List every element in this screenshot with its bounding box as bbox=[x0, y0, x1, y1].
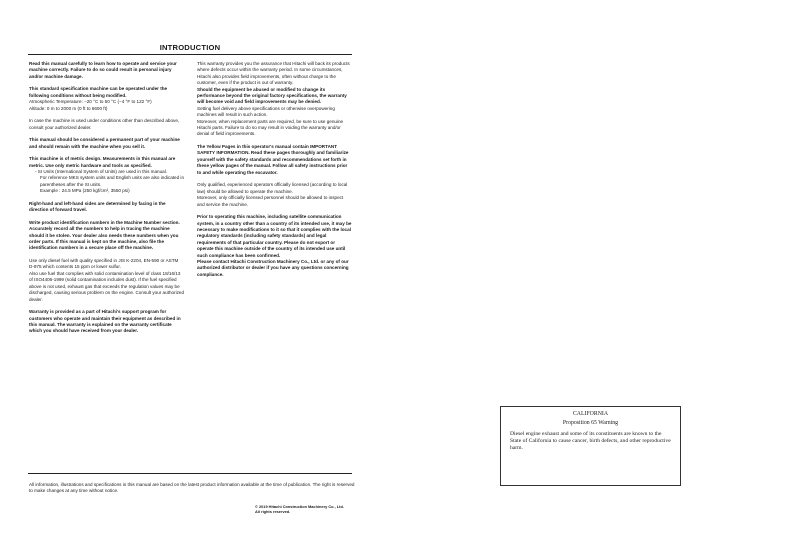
genuine-parts-note: Moreover, when replacement parts are required, be sure to use genuine Hitachi parts. Failure to do so may result in voiding the warranty and/or denial of field improvements. bbox=[197, 118, 344, 137]
mks-note: For reference MKS system units and English units are also indicated in parentheses after the SI units. bbox=[40, 175, 185, 187]
qualified-operators-paragraph bbox=[197, 182, 352, 208]
fuel-delivery-note: Setting fuel delivery above specifications or otherwise overpowering machines will result in such action. bbox=[197, 105, 335, 118]
metric-paragraph bbox=[29, 156, 184, 194]
licensed-personnel: Moreover, only officially licensed personnel should be allowed to inspect and service the machine. bbox=[197, 195, 344, 207]
prop65-heading: CALIFORNIA bbox=[572, 411, 609, 417]
yellow-pages-paragraph: The Yellow Pages in this operator's manual contain IMPORTANT SAFETY INFORMATION. Read these pages thoroughly and familiarize yourself with the safety standards and recommendations set forth in these yellow pages of the manual. Follow all safety instructions prior to and while operating the excavator. bbox=[197, 144, 349, 175]
contact-note: Please contact Hitachi Construction Machinery Co., Ltd. or any of our authorized distributor or dealer if you have any questions concerning compliance. bbox=[197, 258, 349, 277]
altitude-range: Altitude: 0 m to 2000 m (0 ft to 6600 ft) bbox=[29, 105, 108, 111]
prop65-subheading: Proposition 65 Warning bbox=[562, 419, 619, 426]
conditions-lead: This standard specification machine can be operated under the following conditions without being modified. bbox=[29, 86, 168, 98]
si-units-item: - SI Units (International System of Units) are used in this manual. bbox=[35, 169, 167, 175]
temperature-range: Atmospheric Temperature: −20 °C to 50 °C (−4 °F to 122 °F) bbox=[29, 99, 152, 105]
sides-paragraph: Right-hand and left-hand sides are determined by facing in the direction of forward travel. bbox=[29, 200, 166, 213]
prop65-body: Diesel engine exhaust and some of its constituents are known to the State of California to cause cancer, birth defects, and other reproductive harm. bbox=[510, 430, 671, 452]
fuel-contamination: Also use fuel that complies with solid contamination level of class 18/16/13 of ISO4406-1999 (solid contamination includes dust). If the fuel specified above is not used, exhaust gas that exceeds the regulation values may be discharged, causing serious problem on the engine. Consult your authorized dealer. bbox=[29, 270, 185, 302]
warranty-assurance: This warranty provides you the assurance that Hitachi will back its products where defects occur within the warranty period. In some circumstances, Hitachi also provides field improvements, often without charge to the customer, even if the product is out of warranty. bbox=[197, 61, 350, 86]
right-column bbox=[197, 61, 352, 284]
warranty-void-warning: Should the equipment be abused or modified to change its performance beyond the original factory specifications, the warranty will become void and field improvements may be denied. bbox=[197, 86, 347, 105]
operating-conditions bbox=[29, 86, 184, 112]
footer-rule bbox=[28, 473, 352, 474]
identification-paragraph: Write product identification numbers in the Machine Number section. Accurately record all the numbers to help in tracing the machine should it be stolen. Your dealer also needs these numbers when you order parts. If this manual is kept on the machine, also file the identification numbers in a secure place off the machine. bbox=[29, 219, 180, 251]
metric-lead: This machine is of metric design. Measurements in this manual are metric. Use only metric hardware and tools as specified. bbox=[29, 156, 176, 168]
dealer-consult-paragraph: In case the machine is used under conditions other than described above, consult your authorized dealer. bbox=[29, 118, 180, 130]
rights-line: All rights reserved. bbox=[255, 509, 291, 515]
title-rule bbox=[28, 54, 352, 55]
export-compliance: Prior to operating this machine, including satellite communication system, in a country other than a country of its intended use, it may be necessary to make modifications to it so that it complies with the local regulatory standards (including safety standards) and legal requirements of that particular country. Please do not export or operate this machine outside of the country of its intended use until such compliance has been confirmed. bbox=[197, 214, 352, 258]
copyright-notice bbox=[255, 504, 365, 514]
prop65-warning-box bbox=[500, 406, 681, 486]
warranty-paragraph: Warranty is provided as a part of Hitachi's support program for customers who operate and maintain their equipment as described in this manual. The warranty is explained on the warranty certificate which you should have received from your dealer. bbox=[29, 309, 181, 334]
export-compliance-paragraph bbox=[197, 214, 352, 278]
permanent-part-paragraph: This manual should be considered a permanent part of your machine and should remain with the machine when you sell it. bbox=[29, 137, 180, 149]
warranty-assurance-paragraph bbox=[197, 61, 352, 138]
qualified-operators: Only qualified, experienced operators officially licensed (according to local law) should be allowed to operate the machine. bbox=[197, 182, 348, 194]
fuel-paragraph bbox=[29, 258, 184, 303]
left-column bbox=[29, 61, 184, 341]
page-title: INTRODUCTION bbox=[159, 43, 221, 52]
intro-paragraph: Read this manual carefully to learn how to operate and service your machine correctly. Failure to do so could result in personal injury and/or machine damage. bbox=[29, 61, 177, 79]
fuel-spec: Use only diesel fuel with quality specified in JIS K-2204, EN-590 or ASTM D-975 which contents 15 ppm or lower sulfur. bbox=[29, 258, 179, 270]
publication-note: All information, illustrations and specifications in this manual are based on the latest product information available at the time of publication. The right is reserved to make changes at any time without notice. bbox=[29, 482, 355, 494]
units-example: Example : 24.5 MPa (250 kgf/cm², 3550 psi) bbox=[40, 188, 130, 194]
copyright-line: © 2019 Hitachi Construction Machinery Co., Ltd. bbox=[255, 504, 344, 509]
